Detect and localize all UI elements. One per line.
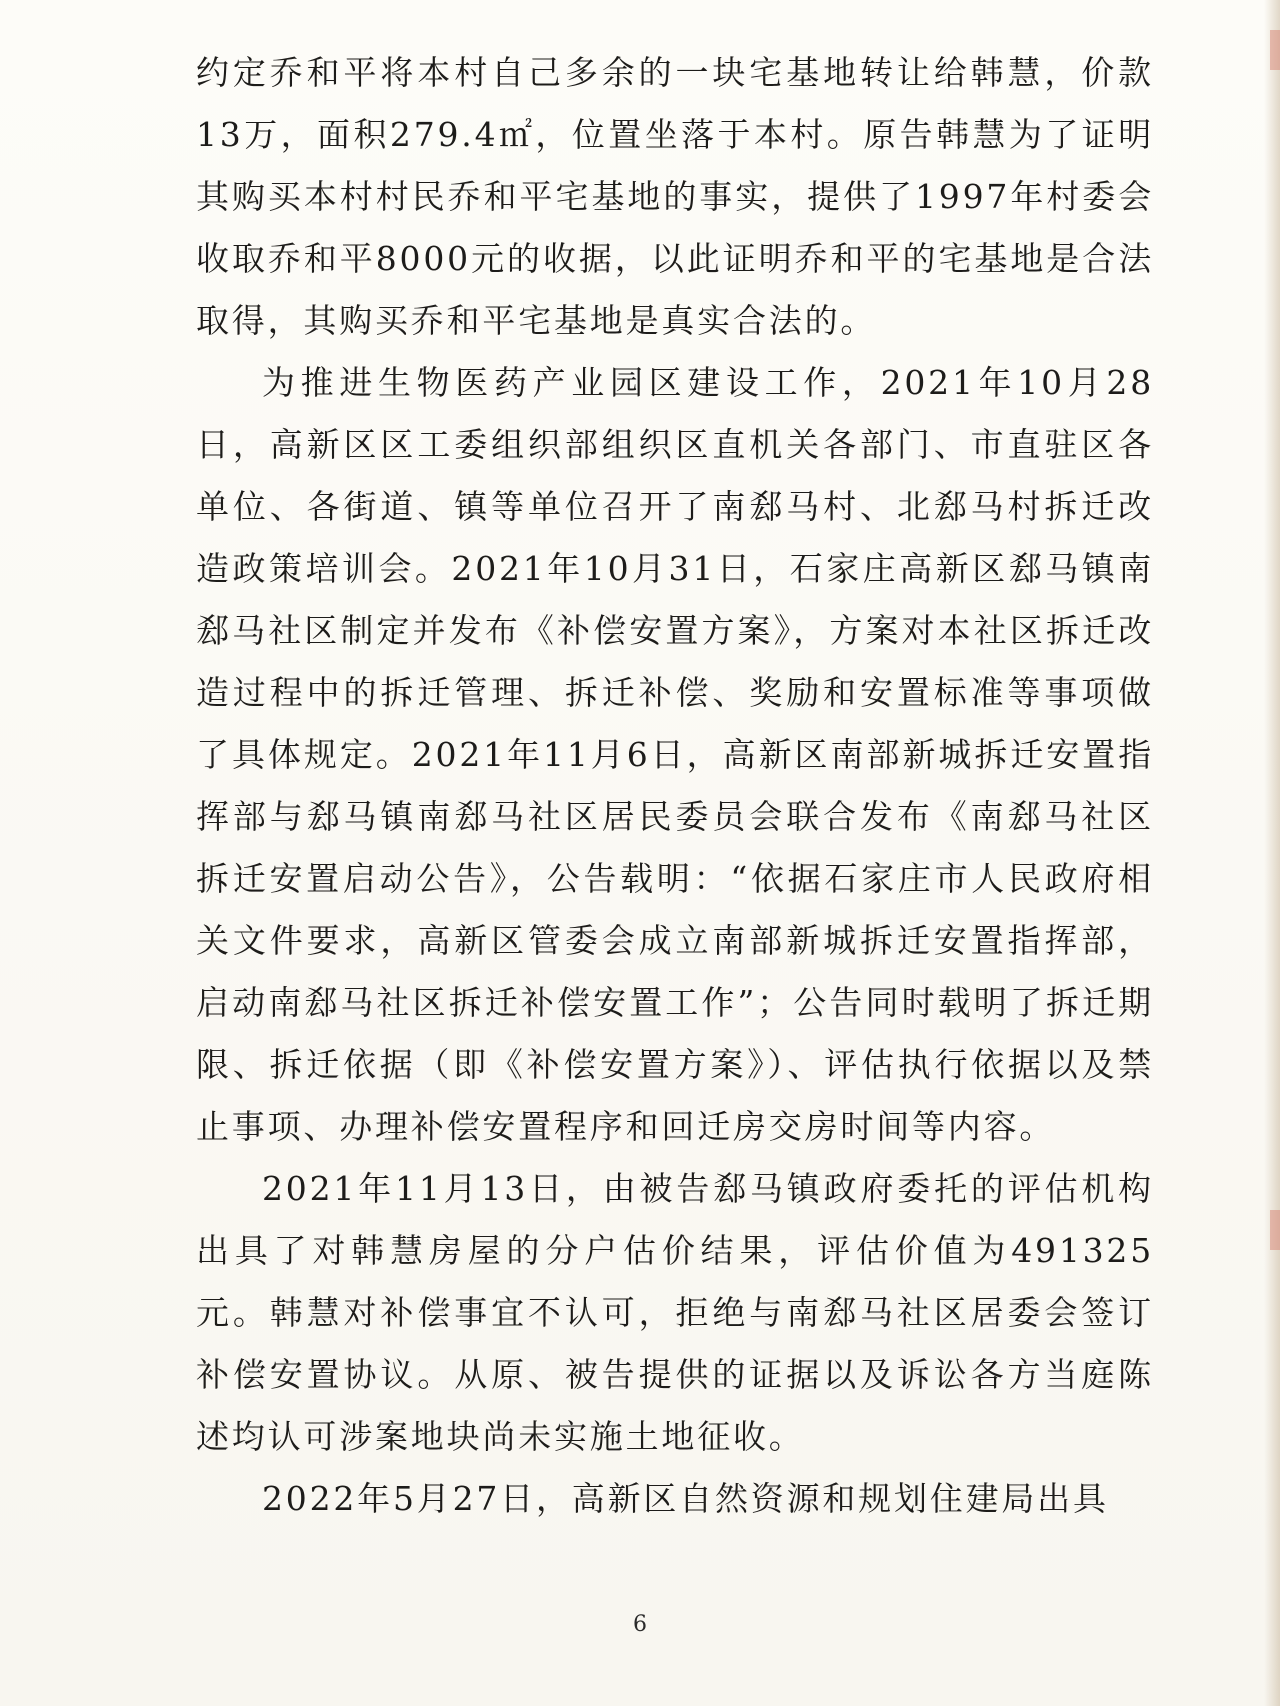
edge-stamp-mark [1270, 30, 1280, 70]
paragraph: 2021年11月13日，由被告郄马镇政府委托的评估机构出具了对韩慧房屋的分户估价结果，评估价值为491325元。韩慧对补偿事宜不认可，拒绝与南郄马社区居委会签订补偿安置协议。从原、被告提供的证据以及诉讼各方当庭陈述均认可涉案地块尚未实施土地征收。 [196, 1169, 1154, 1456]
paragraph: 约定乔和平将本村自己多余的一块宅基地转让给韩慧，价款13万，面积279.4㎡，位置坐落于本村。原告韩慧为了证明其购买本村村民乔和平宅基地的事实，提供了1997年村委会收取乔和平8000元的收据，以此证明乔和平的宅基地是合法取得，其购买乔和平宅基地是真实合法的。 [196, 53, 1154, 340]
paragraph: 为推进生物医药产业园区建设工作，2021年10月28日，高新区区工委组织部组织区直机关各部门、市直驻区各单位、各街道、镇等单位召开了南郄马村、北郄马村拆迁改造政策培训会。2021年10月31日，石家庄高新区郄马镇南郄马社区制定并发布《补偿安置方案》，方案对本社区拆迁改造过程中的拆迁管理、拆迁补偿、奖励和安置标准等事项做了具体规定。2021年11月6日，高新区南部新城拆迁安置指挥部与郄马镇南郄马社区居民委员会联合发布《南郄马社区拆迁安置启动公告》，公告载明：“依据石家庄市人民政府相关文件要求，高新区管委会成立南部新城拆迁安置指挥部，启动南郄马社区拆迁补偿安置工作”；公告同时载明了拆迁期限、拆迁依据（即《补偿安置方案》）、评估执行依据以及禁止事项、办理补偿安置程序和回迁房交房时间等内容。 [196, 363, 1154, 1146]
edge-stamp-mark [1270, 1210, 1280, 1250]
page-number: 6 [633, 1612, 647, 1637]
document-body [196, 42, 1154, 1530]
page-edge-shadow [1264, 0, 1280, 1706]
paragraph: 2022年5月27日，高新区自然资源和规划住建局出具 [262, 1479, 1109, 1518]
